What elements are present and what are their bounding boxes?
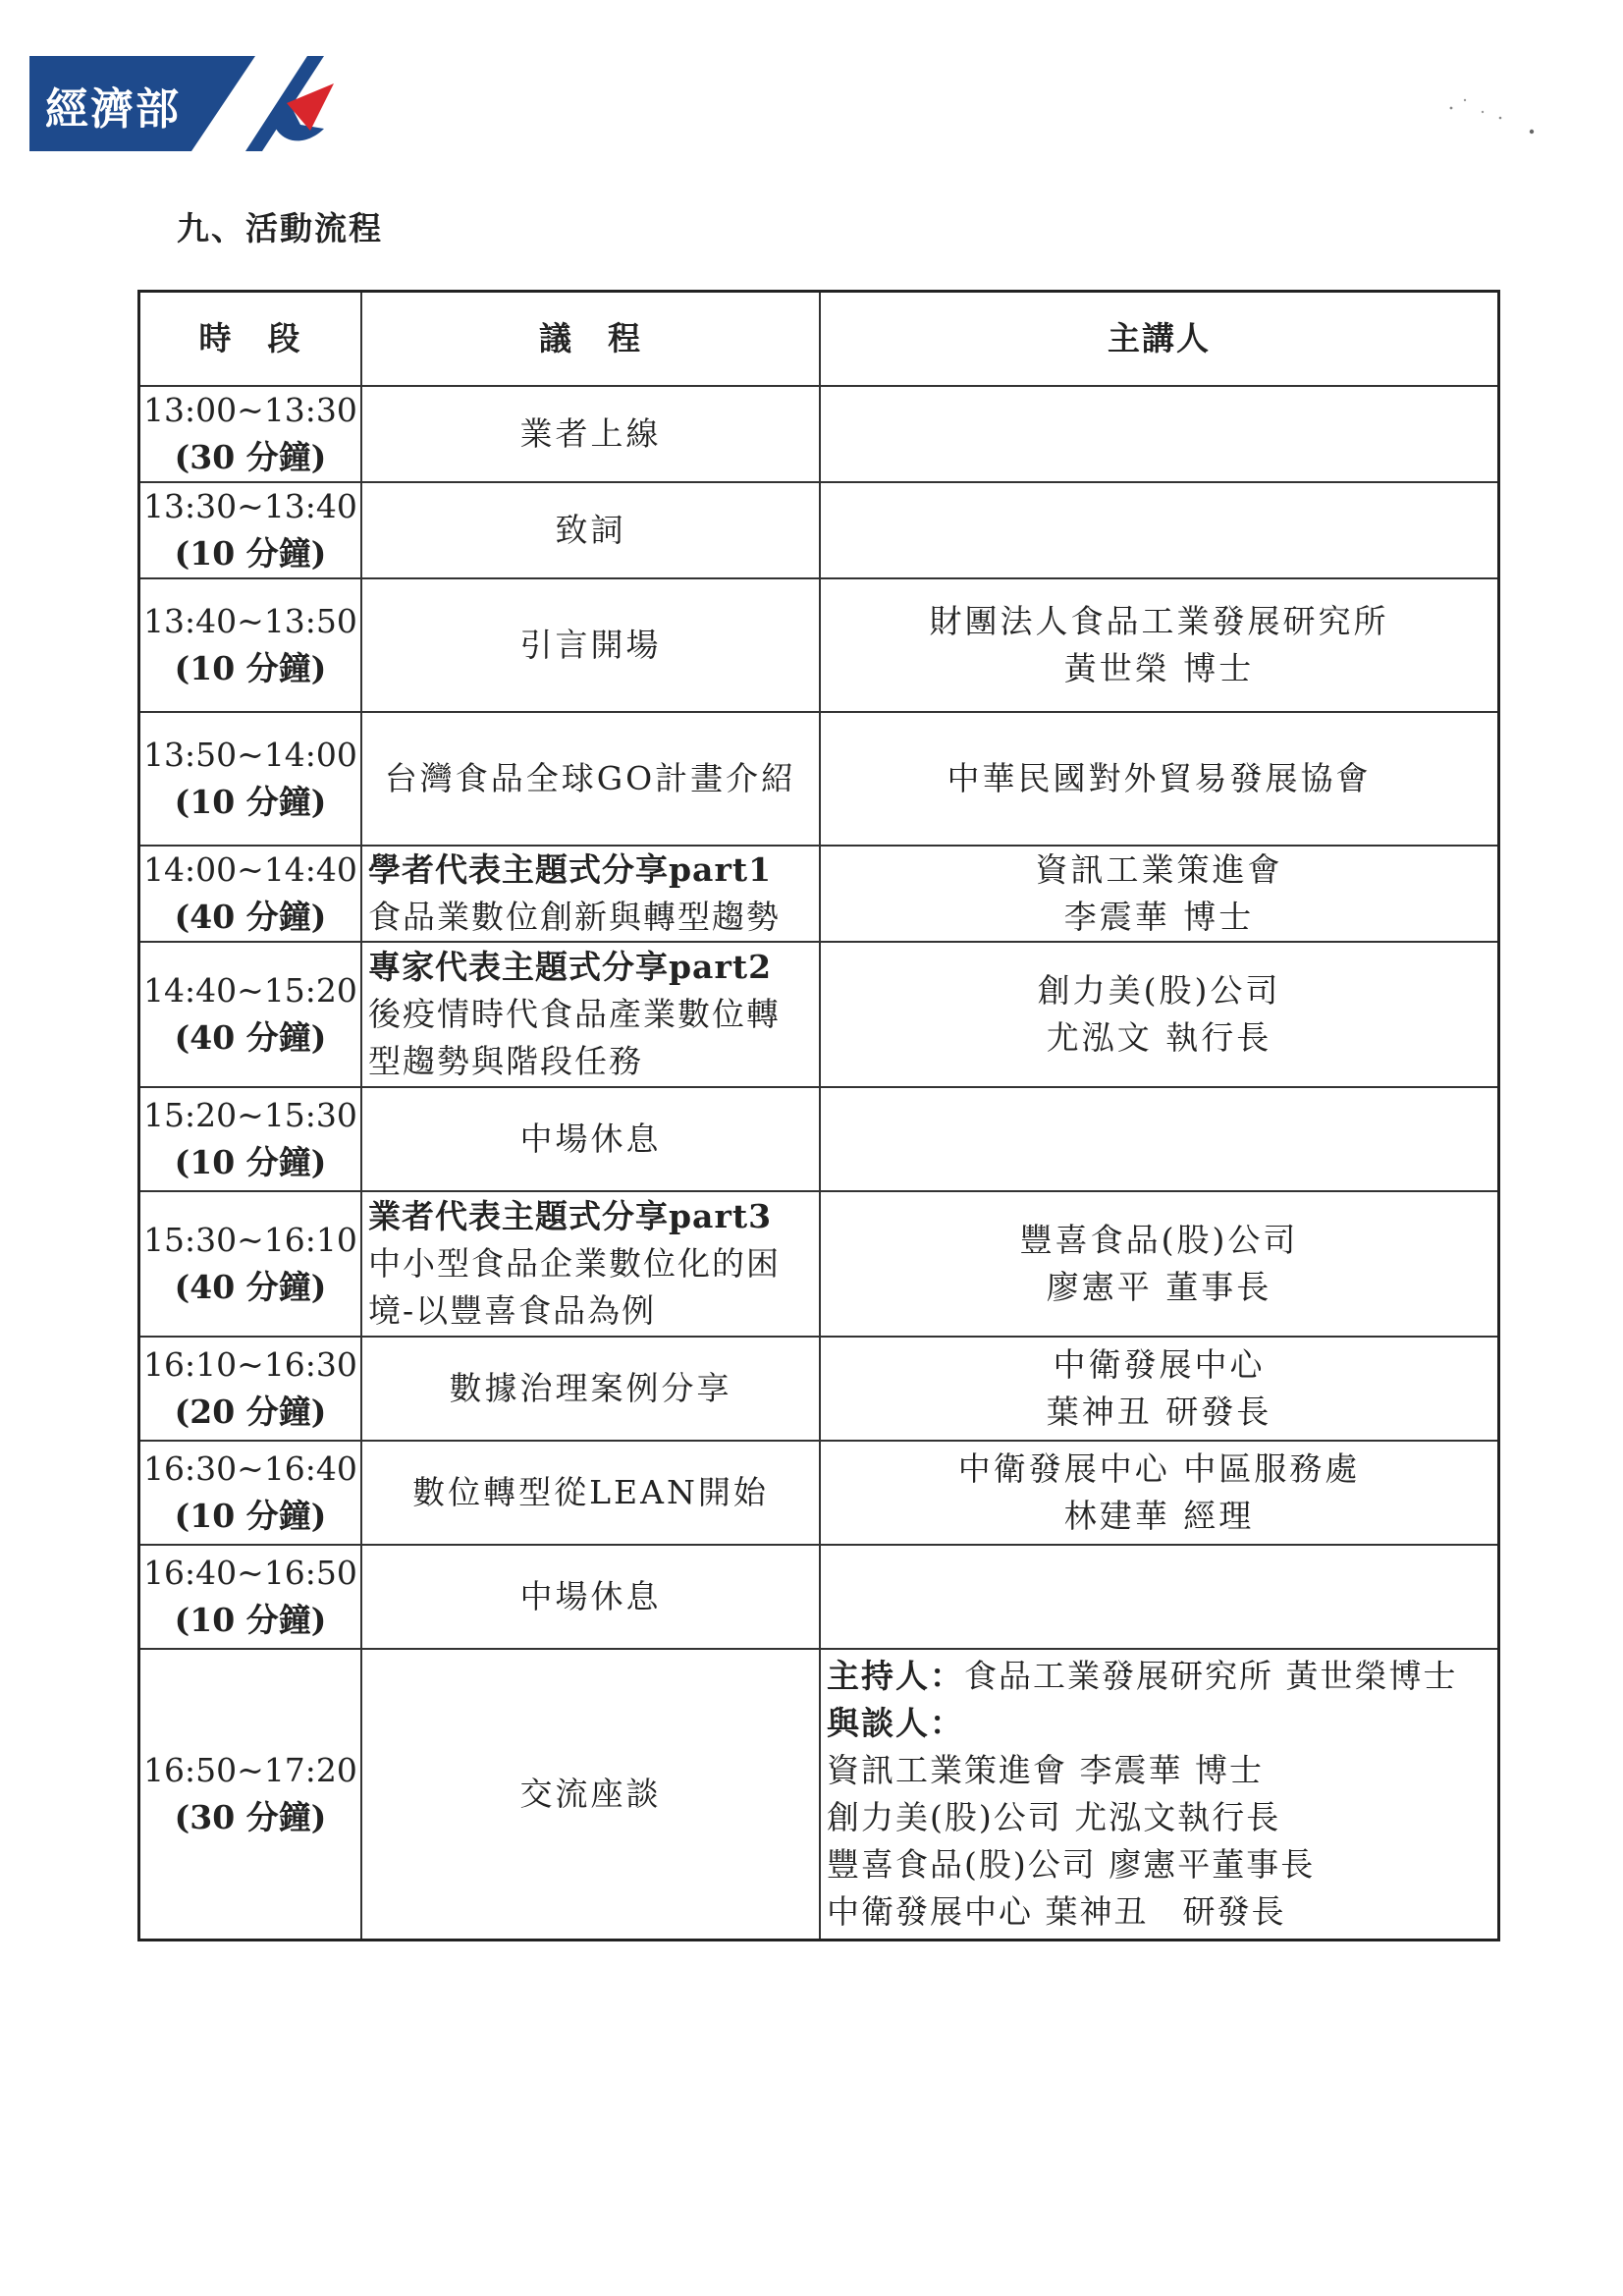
duration: (10 分鐘) xyxy=(174,1497,327,1535)
duration: (20 分鐘) xyxy=(174,1393,327,1431)
topic-line: 後疫情時代食品產業數位轉 xyxy=(367,995,781,1033)
host-text: 食品工業發展研究所 黃世榮博士 xyxy=(963,1656,1458,1695)
speaker-cell xyxy=(820,846,1499,942)
speaker-cell xyxy=(820,942,1499,1087)
topic-line: 引言開場 xyxy=(519,626,662,664)
table-header-row xyxy=(139,292,1499,387)
speaker-cell xyxy=(820,1545,1499,1649)
panelist-line: 資訊工業策進會 李震華 博士 xyxy=(826,1750,1264,1789)
section-title: 九、活動流程 xyxy=(177,209,383,247)
duration: (10 分鐘) xyxy=(174,783,327,821)
topic-cell xyxy=(361,942,820,1087)
table-row xyxy=(139,846,1499,942)
time-range: 15:30~16:10 xyxy=(143,1221,357,1259)
speaker-line: 中華民國對外貿易發展協會 xyxy=(947,759,1372,797)
table-row xyxy=(139,1545,1499,1649)
topic-cell xyxy=(361,1441,820,1545)
speaker-cell xyxy=(820,712,1499,846)
topic-line: 中小型食品企業數位化的困 xyxy=(367,1244,781,1283)
speaker-line: 財團法人食品工業發展研究所 xyxy=(929,602,1389,640)
duration: (10 分鐘) xyxy=(174,1143,327,1181)
speaker-cell xyxy=(820,578,1499,712)
agenda-body xyxy=(139,386,1499,1940)
duration: (30 分鐘) xyxy=(174,1797,327,1836)
topic-line: 數據治理案例分享 xyxy=(449,1369,732,1407)
table-row-panel xyxy=(139,1649,1499,1940)
table-row xyxy=(139,482,1499,578)
topic-heading: 專家代表主題式分享part2 xyxy=(367,948,773,986)
topic-line: 業者上線 xyxy=(519,414,662,453)
table-row xyxy=(139,712,1499,846)
table-row xyxy=(139,1087,1499,1191)
duration: (10 分鐘) xyxy=(174,534,327,573)
logo-text: 經濟部 xyxy=(45,84,181,135)
time-range: 15:20~15:30 xyxy=(143,1096,357,1134)
speaker-cell xyxy=(820,386,1499,482)
time-cell xyxy=(139,1649,361,1940)
header-time: 時 段 xyxy=(139,292,361,387)
topic-cell xyxy=(361,578,820,712)
speaker-line: 廖憲平 董事長 xyxy=(1046,1268,1272,1306)
topic-line: 數位轉型從LEAN開始 xyxy=(412,1473,769,1511)
duration: (10 分鐘) xyxy=(174,649,327,687)
topic-line: 中場休息 xyxy=(519,1120,662,1158)
time-cell xyxy=(139,942,361,1087)
speaker-cell xyxy=(820,1087,1499,1191)
time-cell xyxy=(139,1191,361,1337)
topic-cell xyxy=(361,712,820,846)
topic-cell xyxy=(361,1191,820,1337)
table-row xyxy=(139,1191,1499,1337)
topic-cell xyxy=(361,1545,820,1649)
topic-cell xyxy=(361,846,820,942)
time-cell xyxy=(139,578,361,712)
time-range: 13:40~13:50 xyxy=(143,602,357,640)
speaker-cell xyxy=(820,1191,1499,1337)
panel-label: 與談人： xyxy=(826,1703,964,1742)
speaker-line: 豐喜食品(股)公司 xyxy=(1019,1221,1299,1259)
duration: (40 分鐘) xyxy=(174,1268,327,1306)
table-row xyxy=(139,1337,1499,1441)
host-line xyxy=(827,1653,1497,1700)
topic-line: 食品業數位創新與轉型趨勢 xyxy=(367,898,781,936)
duration: (10 分鐘) xyxy=(174,1601,327,1639)
time-range: 16:30~16:40 xyxy=(143,1449,357,1488)
topic-line: 致詞 xyxy=(555,511,626,549)
panelist-line: 豐喜食品(股)公司 廖憲平董事長 xyxy=(826,1844,1316,1884)
agenda-table xyxy=(137,290,1500,1941)
time-range: 13:00~13:30 xyxy=(143,391,357,429)
duration: (40 分鐘) xyxy=(174,1018,327,1057)
duration: (40 分鐘) xyxy=(174,898,327,936)
table-row xyxy=(139,578,1499,712)
time-range: 14:40~15:20 xyxy=(143,971,357,1010)
time-cell xyxy=(139,386,361,482)
time-range: 16:50~17:20 xyxy=(143,1750,357,1789)
speaker-line: 創力美(股)公司 xyxy=(1037,971,1281,1010)
time-range: 16:10~16:30 xyxy=(143,1345,357,1384)
time-cell xyxy=(139,1087,361,1191)
time-range: 13:30~13:40 xyxy=(143,487,357,525)
speaker-line: 李震華 博士 xyxy=(1063,898,1255,936)
speaker-line: 中衛發展中心 xyxy=(1053,1345,1266,1384)
topic-heading: 學者代表主題式分享part1 xyxy=(367,850,773,889)
duration: (30 分鐘) xyxy=(174,438,327,476)
time-range: 13:50~14:00 xyxy=(143,736,357,774)
ministry-logo xyxy=(29,56,334,151)
host-label: 主持人： xyxy=(826,1656,964,1695)
speaker-line: 中衛發展中心 中區服務處 xyxy=(957,1449,1361,1488)
topic-cell xyxy=(361,386,820,482)
speaker-cell xyxy=(820,482,1499,578)
speaker-line: 林建華 經理 xyxy=(1063,1497,1255,1535)
topic-cell xyxy=(361,1337,820,1441)
time-cell xyxy=(139,1441,361,1545)
topic-cell xyxy=(361,482,820,578)
speaker-line: 黃世榮 博士 xyxy=(1063,649,1255,687)
time-cell xyxy=(139,712,361,846)
topic-cell xyxy=(361,1087,820,1191)
panelist-line: 創力美(股)公司 尤泓文執行長 xyxy=(826,1797,1281,1836)
topic-cell xyxy=(361,1649,820,1940)
panelist-line: 中衛發展中心 葉神丑 研發長 xyxy=(826,1891,1286,1931)
time-range: 14:00~14:40 xyxy=(143,850,357,889)
time-cell xyxy=(139,1545,361,1649)
speaker-line: 葉神丑 研發長 xyxy=(1046,1393,1272,1431)
speaker-line: 尤泓文 執行長 xyxy=(1046,1018,1272,1057)
topic-line: 中場休息 xyxy=(519,1577,662,1615)
speaker-cell xyxy=(820,1441,1499,1545)
scan-speckle-icon xyxy=(1443,88,1542,137)
speaker-line: 資訊工業策進會 xyxy=(1035,850,1283,889)
topic-line: 台灣食品全球GO計畫介紹 xyxy=(384,759,797,797)
table-row xyxy=(139,942,1499,1087)
time-cell xyxy=(139,846,361,942)
topic-line: 境-以豐喜食品為例 xyxy=(367,1291,657,1330)
header-topic: 議 程 xyxy=(361,292,820,387)
speaker-cell xyxy=(820,1337,1499,1441)
time-cell xyxy=(139,1337,361,1441)
speaker-cell xyxy=(820,1649,1499,1940)
table-row xyxy=(139,1441,1499,1545)
table-row xyxy=(139,386,1499,482)
header-speaker: 主講人 xyxy=(820,292,1499,387)
topic-heading: 業者代表主題式分享part3 xyxy=(367,1197,773,1235)
time-range: 16:40~16:50 xyxy=(143,1554,357,1592)
time-cell xyxy=(139,482,361,578)
topic-line: 交流座談 xyxy=(519,1774,662,1813)
topic-line: 型趨勢與階段任務 xyxy=(367,1042,643,1080)
